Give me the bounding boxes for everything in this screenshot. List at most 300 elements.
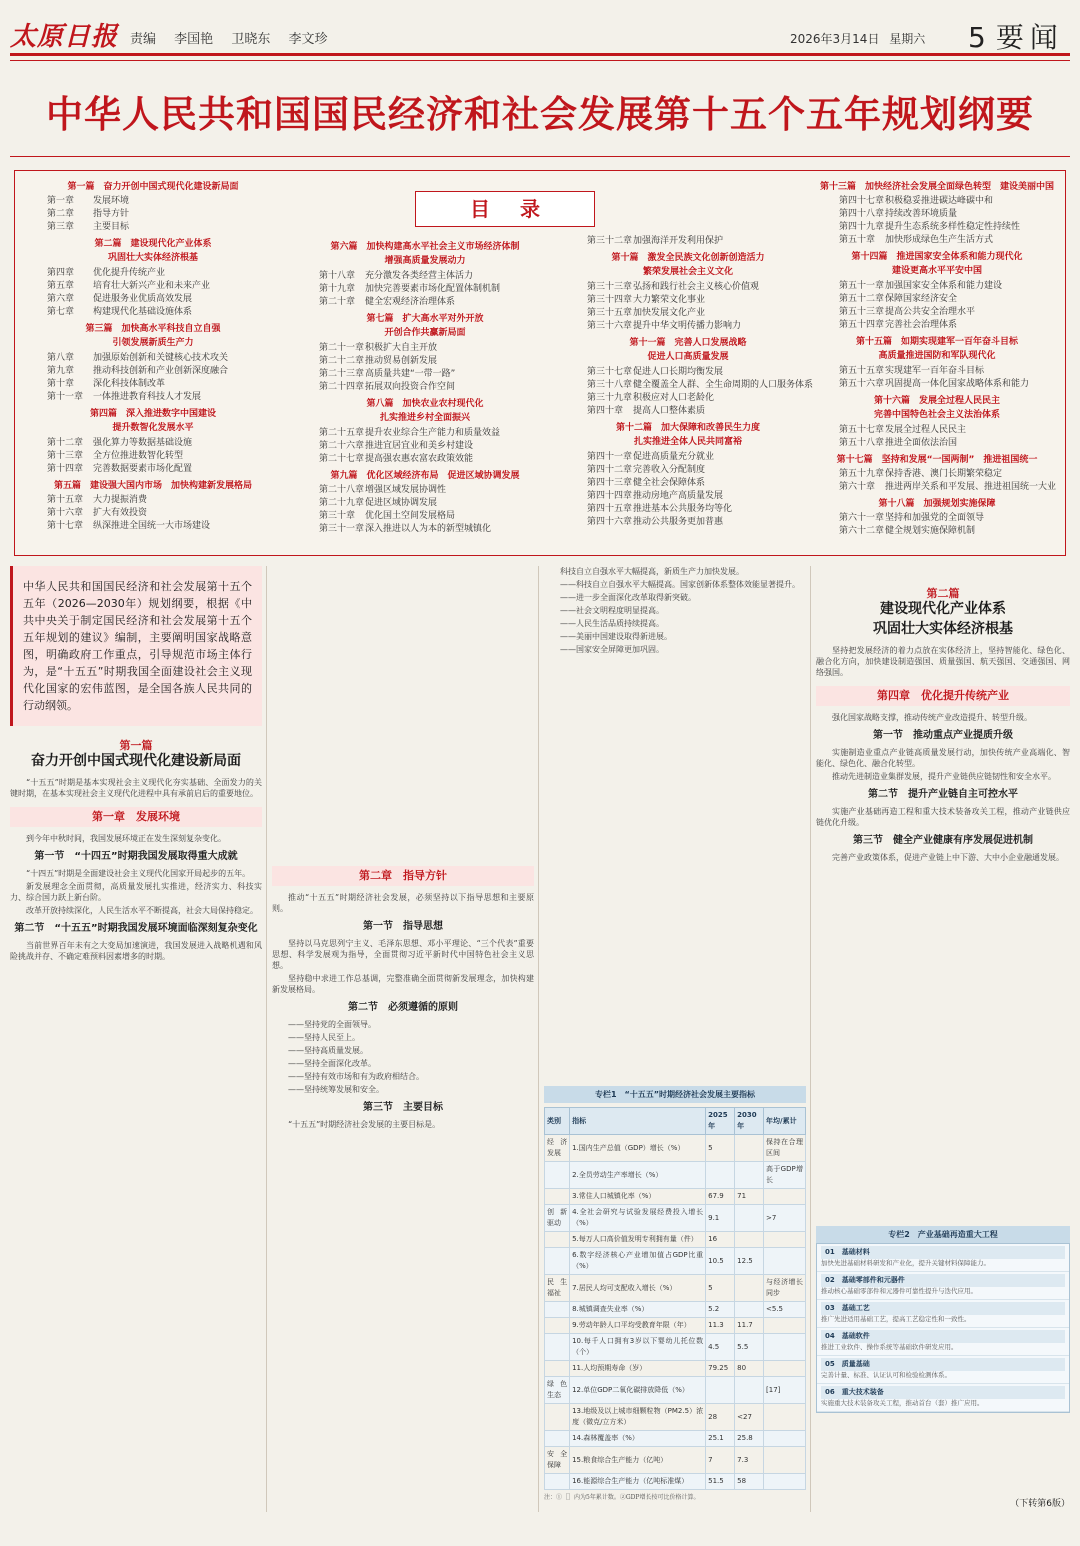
toc-part-subtitle: 高质量推进国防和军队现代化 — [878, 351, 996, 361]
project-item-title: 06 重大技术装备 — [821, 1386, 1065, 1399]
paragraph: ——人民生活品质持续提高。 — [560, 619, 664, 628]
table-row — [545, 1431, 806, 1447]
table-cell — [545, 1474, 570, 1490]
toc-chapter-title: 加快形成绿色生产生活方式 — [885, 235, 994, 245]
project-item-desc: 加快先进基础材料研发和产业化，提升关键材料保障能力。 — [821, 1259, 990, 1267]
project-list — [816, 1243, 1070, 1413]
section-heading: 第二节 必须遵循的原则 — [348, 1002, 458, 1013]
toc-chapter-title: 推进全面依法治国 — [885, 438, 958, 448]
chapter-heading: 第一章 发展环境 — [10, 807, 262, 827]
toc-chapter[interactable] — [23, 507, 283, 520]
headline-divider — [10, 156, 1070, 157]
toc-chapter[interactable] — [563, 320, 813, 333]
newspaper-logo: 太原日报 — [10, 22, 119, 52]
toc-chapter-title: 健全规划实施保障机制 — [885, 526, 976, 536]
toc-chapter-number: 第五十九章 — [839, 469, 885, 479]
toc-part-subtitle: 繁荣发展社会主义文化 — [642, 267, 733, 277]
toc-chapter-title: 纵深推进全国统一大市场建设 — [93, 521, 211, 531]
toc-title-box — [415, 191, 595, 227]
project-item-title: 04 基础软件 — [821, 1330, 1065, 1343]
toc-chapter-number: 第三十二章 — [587, 236, 633, 246]
chapter-heading: 第四章 优化提升传统产业 — [816, 686, 1070, 706]
toc-chapter[interactable] — [23, 195, 283, 208]
toc-chapter[interactable] — [295, 342, 555, 355]
section-heading: 第三节 健全产业健康有序发展促进机制 — [853, 835, 1033, 846]
toc-chapter-number: 第四章 — [47, 268, 75, 278]
table-cell — [735, 1275, 764, 1302]
toc-chapter-number: 第五十三章 — [839, 307, 885, 317]
project-item — [817, 1244, 1069, 1272]
toc-chapter[interactable] — [815, 365, 1059, 378]
toc-chapter-number: 第十七章 — [47, 521, 84, 531]
issue-weekday: 星期六 — [889, 32, 926, 46]
toc-chapter-title: 发展环境 — [93, 196, 130, 206]
toc-part-subtitle: 完善中国特色社会主义法治体系 — [873, 410, 1000, 420]
table-row — [545, 1318, 806, 1334]
toc-column-4 — [815, 177, 1059, 538]
toc-part-title: 第八篇 加快农业农村现代化 — [366, 399, 484, 409]
project-item-desc: 实施重大技术装备攻关工程，推动首台（套）推广应用。 — [821, 1399, 984, 1407]
toc-chapter[interactable] — [563, 235, 813, 248]
toc-part-subtitle: 提升数智化发展水平 — [112, 423, 194, 433]
project-item — [817, 1272, 1069, 1300]
toc-chapter-number: 第四十一章 — [587, 452, 633, 462]
toc-chapter-title: 坚持和加强党的全面领导 — [885, 513, 985, 523]
toc-chapter[interactable] — [23, 450, 283, 463]
toc-chapter-number: 第三十五章 — [587, 308, 633, 318]
paragraph: 推动先进制造业集群发展，提升产业链供应链韧性和安全水平。 — [832, 772, 1056, 781]
toc-part-title: 第十六篇 发展全过程人民民主 — [873, 396, 1000, 406]
toc-chapter-number: 第二十四章 — [319, 382, 365, 392]
table-cell: 5.2 — [706, 1302, 735, 1318]
table-header-cell: 年均/累计 — [764, 1108, 806, 1135]
toc-chapter-number: 第五十一章 — [839, 281, 885, 291]
toc-chapter-number: 第四十九章 — [839, 222, 885, 232]
staff-name: 李文珍 — [288, 32, 328, 47]
toc-chapter[interactable] — [23, 463, 283, 476]
toc-chapter[interactable] — [815, 280, 1059, 293]
part-title: 奋力开创中国式现代化建设新局面 — [31, 753, 241, 769]
toc-chapter-title: 持续改善环境质量 — [885, 209, 958, 219]
masthead — [10, 12, 1070, 56]
toc-chapter[interactable] — [563, 366, 813, 379]
table-cell: 58 — [735, 1474, 764, 1490]
toc-chapter-title: 实现建军一百年奋斗目标 — [885, 366, 985, 376]
paragraph: 新发展理念全面贯彻，高质量发展扎实推进，经济实力、科技实力、综合国力跃上新台阶。 — [10, 882, 262, 902]
project-item-title: 03 基础工艺 — [821, 1302, 1065, 1315]
paragraph: ——国家安全屏障更加巩固。 — [560, 645, 664, 654]
toc-chapter[interactable] — [23, 494, 283, 507]
toc-column-2 — [295, 237, 555, 536]
toc-chapter[interactable] — [295, 523, 555, 536]
toc-chapter-number: 第四十八章 — [839, 209, 885, 219]
table-cell — [545, 1334, 570, 1361]
staff-name: 卫晓东 — [231, 32, 271, 47]
toc-chapter[interactable] — [295, 270, 555, 283]
toc-chapter[interactable] — [563, 503, 813, 516]
toc-chapter-title: 保持香港、澳门长期繁荣稳定 — [885, 469, 1003, 479]
toc-chapter-number: 第三十六章 — [587, 321, 633, 331]
toc-chapter-title: 积极稳妥推进碳达峰碳中和 — [885, 196, 994, 206]
table-row — [545, 1474, 806, 1490]
toc-part-title: 第十三篇 加快经济社会发展全面绿色转型 建设美丽中国 — [819, 182, 1054, 192]
toc-chapter[interactable] — [23, 208, 283, 221]
toc-chapter-title: 推进宜居宜业和美乡村建设 — [365, 441, 474, 451]
toc-chapter-number: 第三十九章 — [587, 393, 633, 403]
table-row — [545, 1334, 806, 1361]
toc-chapter[interactable] — [295, 510, 555, 523]
project-item — [817, 1328, 1069, 1356]
toc-chapter[interactable] — [295, 368, 555, 381]
toc-chapter-number: 第十九章 — [319, 284, 356, 294]
table-cell — [545, 1232, 570, 1248]
table-cell — [764, 1474, 806, 1490]
toc-chapter[interactable] — [815, 525, 1059, 538]
paragraph: ——坚持高质量发展。 — [288, 1046, 368, 1055]
toc-chapter[interactable] — [23, 365, 283, 378]
paragraph: ——美丽中国建设取得新进展。 — [560, 632, 672, 641]
toc-chapter-number: 第四十四章 — [587, 491, 633, 501]
toc-chapter-number: 第四十二章 — [587, 465, 633, 475]
toc-chapter[interactable] — [23, 221, 283, 234]
table-row — [545, 1205, 806, 1232]
toc-chapter[interactable] — [295, 427, 555, 440]
paragraph: 完善产业政策体系，促进产业链上中下游、大中小企业融通发展。 — [832, 853, 1064, 862]
project-item — [817, 1356, 1069, 1384]
toc-chapter[interactable] — [815, 424, 1059, 437]
toc-chapter[interactable] — [295, 283, 555, 296]
toc-chapter-number: 第二章 — [47, 209, 75, 219]
toc-chapter-number: 第二十章 — [319, 297, 356, 307]
toc-chapter[interactable] — [815, 221, 1059, 234]
toc-chapter[interactable] — [563, 281, 813, 294]
toc-chapter-title: 优化国土空间发展格局 — [365, 511, 456, 521]
table-caption: 专栏1 “十五五”时期经济社会发展主要指标 — [544, 1086, 806, 1103]
table-cell: 5 — [706, 1135, 735, 1162]
table-row — [545, 1162, 806, 1189]
table-cell — [764, 1189, 806, 1205]
toc-chapter-title: 加快完善要素市场化配置体制机制 — [365, 284, 501, 294]
table-cell: 10.5 — [706, 1248, 735, 1275]
toc-chapter-title: 提升生态系统多样性稳定性持续性 — [885, 222, 1021, 232]
table-cell: 7.居民人均可支配收入增长（%） — [570, 1275, 706, 1302]
issue-date: 2026年3月14日 — [790, 32, 880, 46]
section-heading: 第一节 指导思想 — [363, 921, 443, 932]
toc-chapter[interactable] — [563, 464, 813, 477]
table-cell: <27 — [735, 1404, 764, 1431]
intro-box — [10, 566, 262, 726]
toc-chapter-title: 巩固提高一体化国家战略体系和能力 — [885, 379, 1030, 389]
toc-chapter-number: 第五十七章 — [839, 425, 885, 435]
table-cell: 绿色生态 — [545, 1377, 570, 1404]
toc-chapter-title: 培育壮大新兴产业和未来产业 — [93, 281, 211, 291]
toc-chapter-number: 第二十七章 — [319, 454, 365, 464]
toc-chapter[interactable] — [23, 437, 283, 450]
paragraph: 实施产业基础再造工程和重大技术装备攻关工程，推动产业链供应链优化升级。 — [816, 807, 1070, 827]
toc-chapter-title: 推动贸易创新发展 — [365, 356, 438, 366]
paragraph: “十四五”时期是全面建设社会主义现代化国家开局起步的五年。 — [26, 869, 251, 878]
table-cell: 4.5 — [706, 1334, 735, 1361]
table-cell: 5.每万人口高价值发明专利拥有量（件） — [570, 1232, 706, 1248]
project-item-desc: 推进工业软件、操作系统等基础软件研发应用。 — [821, 1343, 958, 1351]
masthead-divider — [10, 60, 1070, 61]
paragraph: 坚持稳中求进工作总基调，完整准确全面贯彻新发展理念，加快构建新发展格局。 — [272, 974, 534, 994]
toc-chapter-title: 提高强农惠农富农政策效能 — [365, 454, 474, 464]
paragraph: ——坚持人民至上。 — [288, 1033, 360, 1042]
toc-part-title: 第十八篇 加强规划实施保障 — [878, 499, 996, 509]
section-heading: 第二节 “十五五”时期我国发展环境面临深刻复杂变化 — [14, 923, 258, 934]
toc-chapter-title: 完善社会治理体系 — [885, 320, 958, 330]
toc-chapter-number: 第五十二章 — [839, 294, 885, 304]
toc-chapter-title: 指导方针 — [93, 209, 130, 219]
toc-chapter[interactable] — [23, 306, 283, 319]
table-cell: 3.常住人口城镇化率（%） — [570, 1189, 706, 1205]
toc-chapter-number: 第十四章 — [47, 464, 84, 474]
table-cell — [706, 1162, 735, 1189]
staff-role: 责编 — [130, 32, 157, 47]
toc-chapter-number: 第九章 — [47, 366, 75, 376]
table-row — [545, 1447, 806, 1474]
toc-chapter-number: 第十六章 — [47, 508, 84, 518]
toc-chapter-number: 第十八章 — [319, 271, 356, 281]
toc-chapter[interactable] — [815, 512, 1059, 525]
project-item-desc: 推广先进适用基础工艺，提高工艺稳定性和一致性。 — [821, 1315, 971, 1323]
paragraph: 坚持把发展经济的着力点放在实体经济上，坚持智能化、绿色化、融合化方向，加快建设制造强国、质量强国、航天强国、交通强国、网络强国。 — [816, 646, 1070, 677]
table-cell: 12.5 — [735, 1248, 764, 1275]
toc-chapter[interactable] — [563, 307, 813, 320]
table-cell — [545, 1431, 570, 1447]
table-cell: 13.地级及以上城市细颗粒物（PM2.5）浓度（微克/立方米） — [570, 1404, 706, 1431]
toc-part-subtitle: 扎实推进乡村全面振兴 — [379, 413, 470, 423]
toc-chapter[interactable] — [23, 293, 283, 306]
paragraph: “十五五”时期是基本实现社会主义现代化夯实基础、全面发力的关键时期，在基本实现社会主义现代化进程中具有承前启后的重要地位。 — [10, 778, 262, 798]
table-cell — [545, 1189, 570, 1205]
toc-chapter[interactable] — [295, 484, 555, 497]
toc-chapter-title: 优化提升传统产业 — [93, 268, 166, 278]
toc-chapter-number: 第三十四章 — [587, 295, 633, 305]
table-cell — [706, 1377, 735, 1404]
toc-chapter-title: 大力繁荣文化事业 — [633, 295, 706, 305]
table-cell: 9.1 — [706, 1205, 735, 1232]
paragraph: ——社会文明程度明显提高。 — [560, 606, 664, 615]
toc-chapter-title: 构建现代化基础设施体系 — [93, 307, 193, 317]
table-cell — [735, 1162, 764, 1189]
toc-chapter-number: 第五章 — [47, 281, 75, 291]
indicator-table-box — [544, 1086, 806, 1502]
toc-part-title: 第十篇 激发全民族文化创新创造活力 — [611, 253, 765, 263]
table-cell — [735, 1377, 764, 1404]
toc-chapter[interactable] — [815, 437, 1059, 450]
table-cell: 与经济增长同步 — [764, 1275, 806, 1302]
table-cell: 8.城镇调查失业率（%） — [570, 1302, 706, 1318]
toc-chapter-number: 第四十三章 — [587, 478, 633, 488]
paragraph: ——坚持有效市场和有为政府相结合。 — [288, 1072, 424, 1081]
toc-part-title: 第十四篇 推进国家安全体系和能力现代化 — [851, 252, 1023, 262]
table-cell: 创新驱动 — [545, 1205, 570, 1232]
toc-chapter-title: 健全宏观经济治理体系 — [365, 297, 456, 307]
table-cell: 保持在合理区间 — [764, 1135, 806, 1162]
toc-chapter[interactable] — [295, 440, 555, 453]
toc-chapter[interactable] — [815, 378, 1059, 391]
table-cell: 1.国内生产总值（GDP）增长（%） — [570, 1135, 706, 1162]
table-cell — [735, 1232, 764, 1248]
toc-chapter-title: 推进两岸关系和平发展、推进祖国统一大业 — [885, 482, 1057, 492]
project-box-caption: 专栏2 产业基础再造重大工程 — [816, 1226, 1070, 1243]
table-cell — [545, 1302, 570, 1318]
table-cell: 4.全社会研究与试验发展经费投入增长（%） — [570, 1205, 706, 1232]
toc-part-title: 第二篇 建设现代化产业体系 — [94, 239, 212, 249]
toc-chapter-title: 完善数据要素市场化配置 — [93, 464, 193, 474]
table-cell: 51.5 — [706, 1474, 735, 1490]
toc-chapter[interactable] — [563, 294, 813, 307]
toc-column-3 — [563, 235, 813, 529]
table-cell: 11.3 — [706, 1318, 735, 1334]
toc-chapter-title: 扩大有效投资 — [93, 508, 148, 518]
toc-chapter-number: 第二十二章 — [319, 356, 365, 366]
table-cell: 11.7 — [735, 1318, 764, 1334]
toc-part-subtitle: 巩固壮大实体经济根基 — [107, 253, 198, 263]
toc-chapter[interactable] — [23, 267, 283, 280]
toc-chapter[interactable] — [815, 468, 1059, 481]
toc-chapter-number: 第十五章 — [47, 495, 84, 505]
table-cell: 71 — [735, 1189, 764, 1205]
toc-chapter-title: 加强原始创新和关键核心技术攻关 — [93, 353, 229, 363]
toc-chapter[interactable] — [295, 355, 555, 368]
table-cell: <5.5 — [764, 1302, 806, 1318]
table-cell — [545, 1361, 570, 1377]
toc-chapter[interactable] — [563, 379, 813, 392]
toc-chapter[interactable] — [815, 195, 1059, 208]
toc-chapter-number: 第三十七章 — [587, 367, 633, 377]
toc-part-title: 第十七篇 坚持和发展“一国两制” 推进祖国统一 — [836, 455, 1038, 465]
toc-chapter-title: 一体推进教育科技人才发展 — [93, 392, 202, 402]
paragraph: “十五五”时期经济社会发展的主要目标是。 — [288, 1120, 441, 1129]
toc-chapter-number: 第二十八章 — [319, 485, 365, 495]
toc-chapter-title: 推进基本公共服务均等化 — [633, 504, 733, 514]
toc-chapter-number: 第三十章 — [319, 511, 356, 521]
table-cell — [764, 1404, 806, 1431]
part-heading — [816, 588, 1070, 639]
toc-chapter-number: 第五十八章 — [839, 438, 885, 448]
toc-chapter-title: 大力提振消费 — [93, 495, 148, 505]
toc-chapter-title: 提高人口整体素质 — [633, 406, 706, 416]
toc-chapter[interactable] — [563, 451, 813, 464]
project-item — [817, 1300, 1069, 1328]
table-row — [545, 1135, 806, 1162]
article-column-2 — [272, 566, 534, 1512]
toc-chapter[interactable] — [23, 391, 283, 404]
toc-chapter-title: 积极应对人口老龄化 — [633, 393, 715, 403]
table-cell: 80 — [735, 1361, 764, 1377]
toc-chapter-title: 增强区域发展协调性 — [365, 485, 447, 495]
toc-chapter-number: 第二十九章 — [319, 498, 365, 508]
toc-part-subtitle: 促进人口高质量发展 — [647, 352, 729, 362]
toc-part-title: 第九篇 优化区域经济布局 促进区域协调发展 — [330, 471, 520, 481]
toc-chapter-title: 充分激发各类经营主体活力 — [365, 271, 474, 281]
toc-chapter[interactable] — [23, 378, 283, 391]
toc-chapter[interactable] — [815, 319, 1059, 332]
toc-chapter-number: 第二十三章 — [319, 369, 365, 379]
table-row — [545, 1248, 806, 1275]
toc-chapter[interactable] — [563, 477, 813, 490]
page-number: 5 — [968, 21, 986, 54]
toc-chapter-number: 第三章 — [47, 222, 75, 232]
toc-chapter[interactable] — [295, 296, 555, 309]
toc-chapter-number: 第三十八章 — [587, 380, 633, 390]
table-cell — [764, 1361, 806, 1377]
toc-part-title: 第十一篇 完善人口发展战略 — [629, 338, 747, 348]
project-item-desc: 推动核心基础零部件和元器件可靠性提升与迭代应用。 — [821, 1287, 977, 1295]
table-cell — [545, 1248, 570, 1275]
table-cell — [764, 1447, 806, 1474]
toc-chapter[interactable] — [563, 392, 813, 405]
staff-name: 李国艳 — [174, 32, 214, 47]
toc-chapter-title: 强化算力等数据基础设施 — [93, 438, 193, 448]
toc-chapter[interactable] — [295, 381, 555, 394]
toc-chapter[interactable] — [815, 481, 1059, 494]
table-cell: 高于GDP增长 — [764, 1162, 806, 1189]
table-cell: 16 — [706, 1232, 735, 1248]
project-item-title: 01 基础材料 — [821, 1246, 1065, 1259]
toc-part-title: 第五篇 建设强大国内市场 加快构建新发展格局 — [53, 481, 252, 491]
toc-chapter-title: 保障国家经济安全 — [885, 294, 958, 304]
toc-chapter[interactable] — [295, 497, 555, 510]
section-name: 要闻 — [995, 21, 1064, 54]
article-column-4 — [816, 566, 1070, 1512]
toc-chapter[interactable] — [563, 405, 813, 418]
toc-part-subtitle: 增强高质量发展动力 — [384, 256, 466, 266]
section-heading: 第三节 主要目标 — [363, 1102, 443, 1113]
toc-chapter-number: 第五十四章 — [839, 320, 885, 330]
toc-chapter[interactable] — [815, 306, 1059, 319]
table-cell: 14.森林覆盖率（%） — [570, 1431, 706, 1447]
table-cell: [17] — [764, 1377, 806, 1404]
part-number: 第一篇 — [119, 739, 153, 752]
table-row — [545, 1361, 806, 1377]
toc-chapter[interactable] — [295, 453, 555, 466]
paragraph: 实施制造业重点产业链高质量发展行动，加快传统产业高端化、智能化、绿色化、融合化转型。 — [816, 748, 1070, 768]
table-cell — [545, 1404, 570, 1431]
toc-part-subtitle: 建设更高水平平安中国 — [891, 266, 982, 276]
table-note: 注：①［］内为5年累计数。②GDP增长按可比价格计算。 — [544, 1494, 700, 1501]
toc-part-title: 第三篇 加快高水平科技自立自强 — [85, 324, 221, 334]
toc-chapter-number: 第三十三章 — [587, 282, 633, 292]
toc-chapter-number: 第一章 — [47, 196, 75, 206]
table-cell: 6.数字经济核心产业增加值占GDP比重（%） — [570, 1248, 706, 1275]
table-cell — [764, 1431, 806, 1447]
toc-chapter[interactable] — [563, 490, 813, 503]
toc-chapter-title: 深入推进以人为本的新型城镇化 — [365, 524, 492, 534]
table-cell: 67.9 — [706, 1189, 735, 1205]
part-heading — [10, 740, 262, 771]
toc-chapter[interactable] — [815, 293, 1059, 306]
toc-chapter[interactable] — [23, 280, 283, 293]
toc-chapter-number: 第八章 — [47, 353, 75, 363]
toc-chapter[interactable] — [563, 516, 813, 529]
toc-part-subtitle: 引领发展新质生产力 — [112, 338, 194, 348]
toc-chapter[interactable] — [815, 208, 1059, 221]
toc-chapter[interactable] — [815, 234, 1059, 247]
toc-chapter[interactable] — [23, 520, 283, 533]
paragraph: 改革开放持续深化，人民生活水平不断提高，社会大局保持稳定。 — [26, 906, 258, 915]
toc-chapter-number: 第五十章 — [839, 235, 876, 245]
toc-chapter-number: 第五十六章 — [839, 379, 885, 389]
table-row — [545, 1377, 806, 1404]
toc-chapter-title: 健全覆盖全人群、全生命周期的人口服务体系 — [633, 380, 813, 390]
toc-chapter[interactable] — [23, 352, 283, 365]
table-cell — [764, 1248, 806, 1275]
section-heading: 第一节 推动重点产业提质升级 — [873, 730, 1013, 741]
